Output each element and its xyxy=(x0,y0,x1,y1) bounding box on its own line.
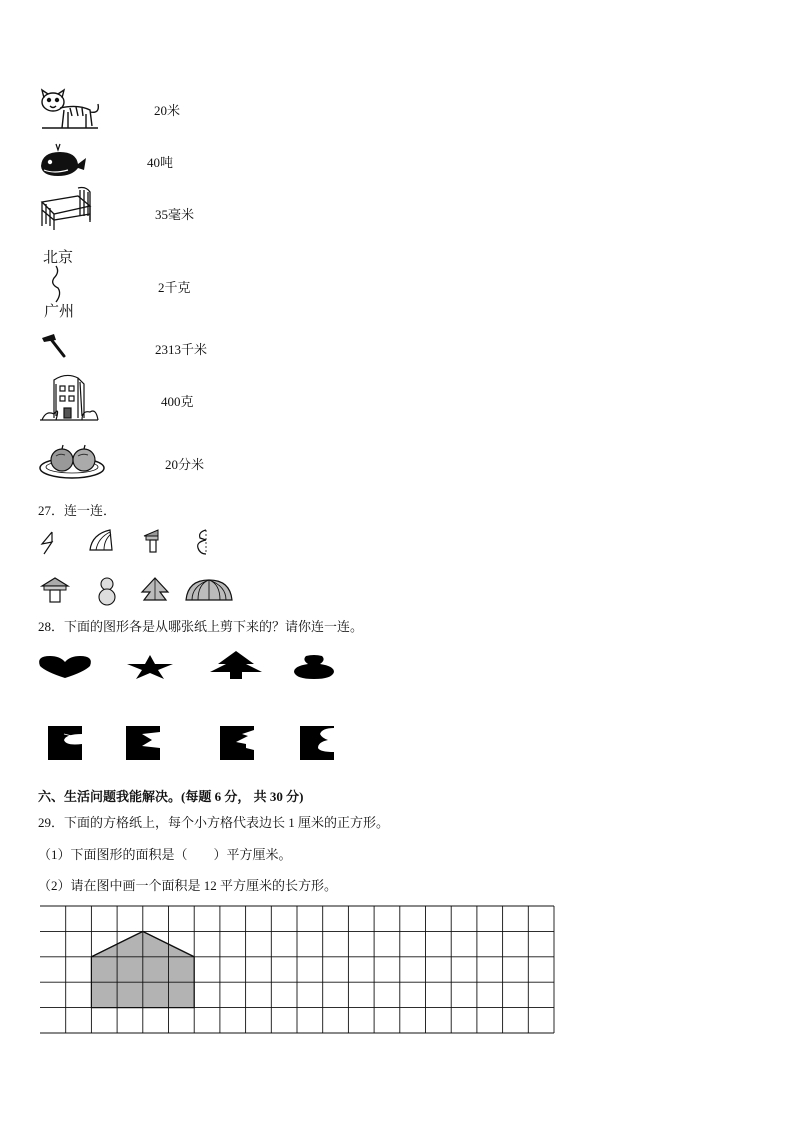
map-city-top: 北京 xyxy=(43,248,74,266)
tiger-icon xyxy=(38,84,102,134)
apple-plate-icon xyxy=(38,440,108,480)
folded-paper-tree xyxy=(218,724,256,762)
folded-paper-gourd xyxy=(298,724,336,762)
unit-label: 20分米 xyxy=(165,457,205,472)
house-icon xyxy=(40,576,70,604)
half-umbrella-icon xyxy=(88,528,114,552)
unit-label: 2313千米 xyxy=(155,342,208,357)
unit-label: 40吨 xyxy=(147,155,174,170)
question-29: 29．下面的方格纸上，每个小方格代表边长 1 厘米的正方形。 xyxy=(38,815,390,830)
square-grid[interactable] xyxy=(40,906,556,1036)
question-27: 27．连一连． xyxy=(38,503,117,518)
half-snowman-icon xyxy=(196,528,210,556)
heart-shape xyxy=(38,654,92,680)
umbrella-icon xyxy=(184,578,234,604)
gourd-shape xyxy=(292,654,336,680)
whale-icon xyxy=(38,140,88,180)
arrow-tree-shape xyxy=(208,650,264,680)
snowman-icon xyxy=(96,576,118,606)
unit-label: 35毫米 xyxy=(155,207,195,222)
unit-label: 2千克 xyxy=(158,280,191,295)
arrow-tree-icon xyxy=(140,576,170,604)
question-28: 28．下面的图形各是从哪张纸上剪下来的？请你连一连。 xyxy=(38,619,364,634)
unit-label: 20米 xyxy=(154,103,181,118)
half-lightning-icon xyxy=(40,530,60,556)
folded-paper-star xyxy=(124,724,162,762)
building-icon xyxy=(38,370,100,424)
folded-paper-heart xyxy=(46,724,84,762)
route-line-icon xyxy=(48,266,68,302)
bed-icon xyxy=(38,186,94,232)
question-29-part-2: （2）请在图中画一个面积是 12 平方厘米的长方形。 xyxy=(38,878,338,893)
route-map-icon xyxy=(38,246,84,322)
question-29-part-1: （1）下面图形的面积是（ ）平方厘米。 xyxy=(38,847,292,862)
half-house-icon xyxy=(142,528,162,554)
map-city-bottom: 广州 xyxy=(44,302,75,320)
star-shape xyxy=(126,654,174,680)
unit-label: 400克 xyxy=(161,394,194,409)
nail-icon xyxy=(40,332,70,360)
section-title: 六、生活问题我能解决。(每题 6 分， 共 30 分) xyxy=(38,789,304,804)
